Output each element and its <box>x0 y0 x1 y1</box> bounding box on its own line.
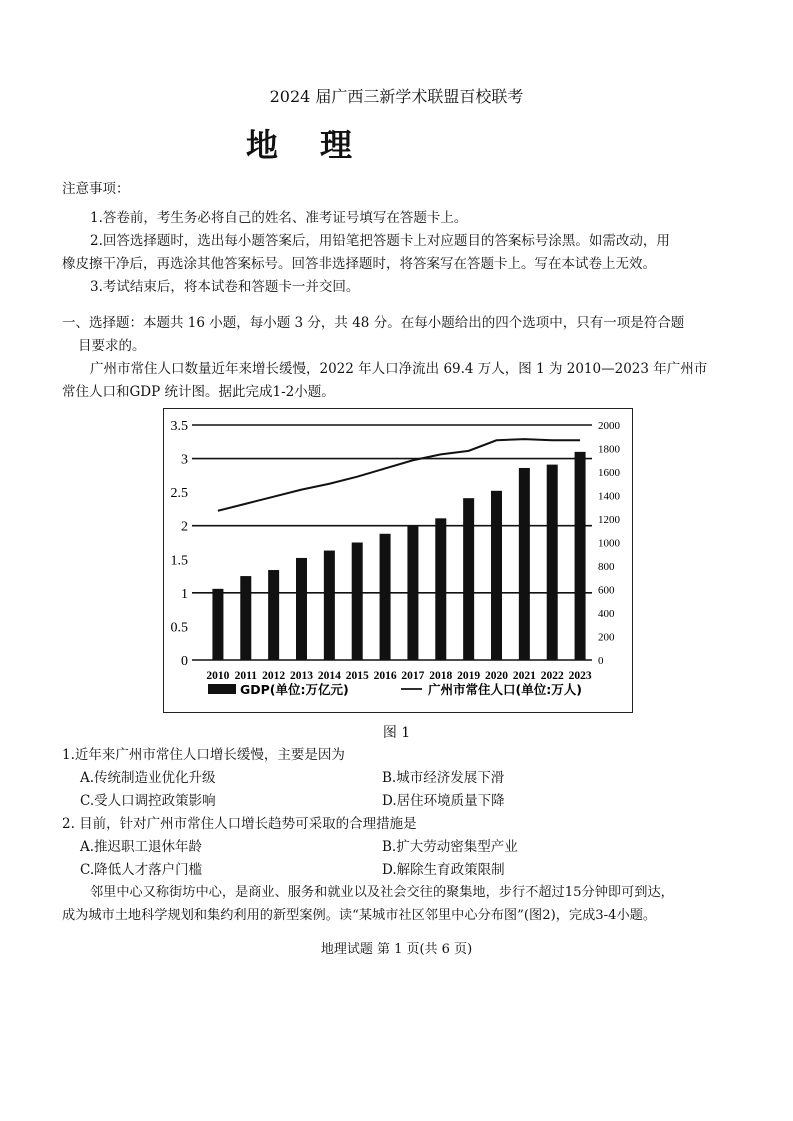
y-right-tick-label: 1800 <box>598 443 620 456</box>
y-right-tick-label: 1600 <box>598 467 620 479</box>
page-footer: 地理试题 第 1 页(共 6 页) <box>320 942 473 957</box>
gdp-bar <box>519 468 530 660</box>
gdp-bar <box>435 518 446 660</box>
gdp-bar <box>296 558 307 660</box>
q1-stem: 1.近年来广州市常住人口增长缓慢，主要是因为 <box>62 747 345 763</box>
gdp-bar <box>380 534 391 660</box>
section-heading-line-1: 一、选择题：本题共 16 小题，每小题 3 分，共 48 分。在每小题给出的四个选项中，只有一项是符合题 <box>62 315 685 331</box>
x-tick-label: 2015 <box>345 670 369 682</box>
q2-option-b[interactable]: B.扩大劳动密集型产业 <box>382 839 518 855</box>
gdp-bar <box>324 551 335 660</box>
gdp-bar <box>575 452 586 660</box>
section-heading-line-2: 目要求的。 <box>78 338 146 354</box>
y-right-tick-label: 0 <box>598 655 604 667</box>
x-tick-label: 2010 <box>206 670 230 682</box>
x-tick-label: 2013 <box>290 670 313 682</box>
intro-line-2: 常住人口和GDP 统计图。据此完成1-2小题。 <box>62 384 335 400</box>
x-tick-label: 2012 <box>262 670 286 682</box>
y-left-tick-label: 3.5 <box>170 419 188 434</box>
legend-label-gdp: GDP(单位:万亿元) <box>240 682 349 697</box>
y-right-tick-label: 400 <box>598 608 615 620</box>
y-right-tick-label: 2000 <box>598 420 620 432</box>
q1-option-d[interactable]: D.居住环境质量下降 <box>382 793 505 809</box>
y-left-tick-label: 1 <box>181 586 188 602</box>
notice-item-1: 1.答卷前，考生务必将自己的姓名、准考证号填写在答题卡上。 <box>90 210 468 226</box>
gdp-bar <box>491 491 502 660</box>
q1-option-a[interactable]: A.传统制造业优化升级 <box>80 770 216 786</box>
gdp-population-chart <box>163 408 633 713</box>
x-tick-label: 2020 <box>485 670 508 682</box>
gdp-bar <box>212 589 223 660</box>
x-tick-label: 2017 <box>401 670 425 682</box>
y-left-tick-label: 0 <box>181 654 188 669</box>
y-right-tick-label: 600 <box>598 584 615 597</box>
legend-swatch-gdp <box>208 684 236 694</box>
x-tick-label: 2023 <box>568 670 592 682</box>
y-right-tick-label: 1000 <box>598 537 620 550</box>
gdp-bar <box>352 543 363 661</box>
notice-item-3: 3.考试结束后，将本试卷和答题卡一并交回。 <box>90 279 360 295</box>
y-left-tick-label: 1.5 <box>170 553 188 569</box>
q1-option-b[interactable]: B.城市经济发展下滑 <box>382 770 505 786</box>
y-left-tick-label: 0.5 <box>170 620 188 636</box>
x-tick-label: 2019 <box>457 670 481 682</box>
gdp-bar <box>407 526 418 660</box>
figure-caption: 图 1 <box>382 725 411 741</box>
gdp-bar <box>240 576 251 660</box>
y-right-tick-label: 1400 <box>598 490 620 503</box>
notice-heading: 注意事项： <box>62 181 130 197</box>
x-tick-label: 2014 <box>317 670 341 682</box>
notice-item-2-line-1: 2.回答选择题时，选出每小题答案后，用铅笔把答题卡上对应题目的答案标号涂黑。如需改动，用 <box>90 233 670 249</box>
q2-option-a[interactable]: A.推迟职工退休年龄 <box>80 839 203 855</box>
x-tick-label: 2011 <box>234 670 257 682</box>
gdp-bar <box>547 465 558 660</box>
gdp-bar <box>268 570 279 660</box>
exam-title: 2024 届广西三新学术联盟百校联考 <box>269 87 524 106</box>
q2-option-c[interactable]: C.降低人才落户门槛 <box>80 862 203 878</box>
x-tick-label: 2022 <box>540 670 564 682</box>
passage-2-line-2: 成为城市土地科学规划和集约利用的新型案例。读“某城市社区邻里中心分布图”(图2)，完成3-4小题。 <box>62 908 657 923</box>
y-left-tick-label: 3 <box>181 452 188 468</box>
x-tick-label: 2021 <box>512 670 536 682</box>
q2-stem: 2. 目前，针对广州市常住人口增长趋势可采取的合理措施是 <box>62 816 417 832</box>
subject-title: 地理 <box>245 126 394 164</box>
q2-option-d[interactable]: D.解除生育政策限制 <box>382 862 505 878</box>
x-tick-label: 2018 <box>429 670 453 682</box>
gdp-bar <box>463 498 474 660</box>
intro-line-1: 广州市常住人口数量近年来增长缓慢，2022 年人口净流出 69.4 万人，图 1 为 2010—2023 年广州市 <box>90 361 708 377</box>
legend-label-population: 广州市常住人口(单位:万人) <box>428 682 582 697</box>
y-right-tick-label: 1200 <box>598 514 620 526</box>
notice-item-2-line-2: 橡皮擦干净后，再选涂其他答案标号。回答非选择题时，将答案写在答题卡上。写在本试卷上无效。 <box>62 256 656 272</box>
y-right-tick-label: 200 <box>598 631 615 644</box>
passage-2-line-1: 邻里中心又称街坊中心，是商业、服务和就业以及社会交往的聚集地，步行不超过15分钟即可到达， <box>90 885 674 900</box>
chart-svg <box>164 409 632 712</box>
y-right-tick-label: 800 <box>598 561 615 573</box>
q1-option-c[interactable]: C.受人口调控政策影响 <box>80 793 216 809</box>
y-left-tick-label: 2 <box>181 519 188 535</box>
y-left-tick-label: 2.5 <box>170 486 188 502</box>
x-tick-label: 2016 <box>373 670 397 682</box>
